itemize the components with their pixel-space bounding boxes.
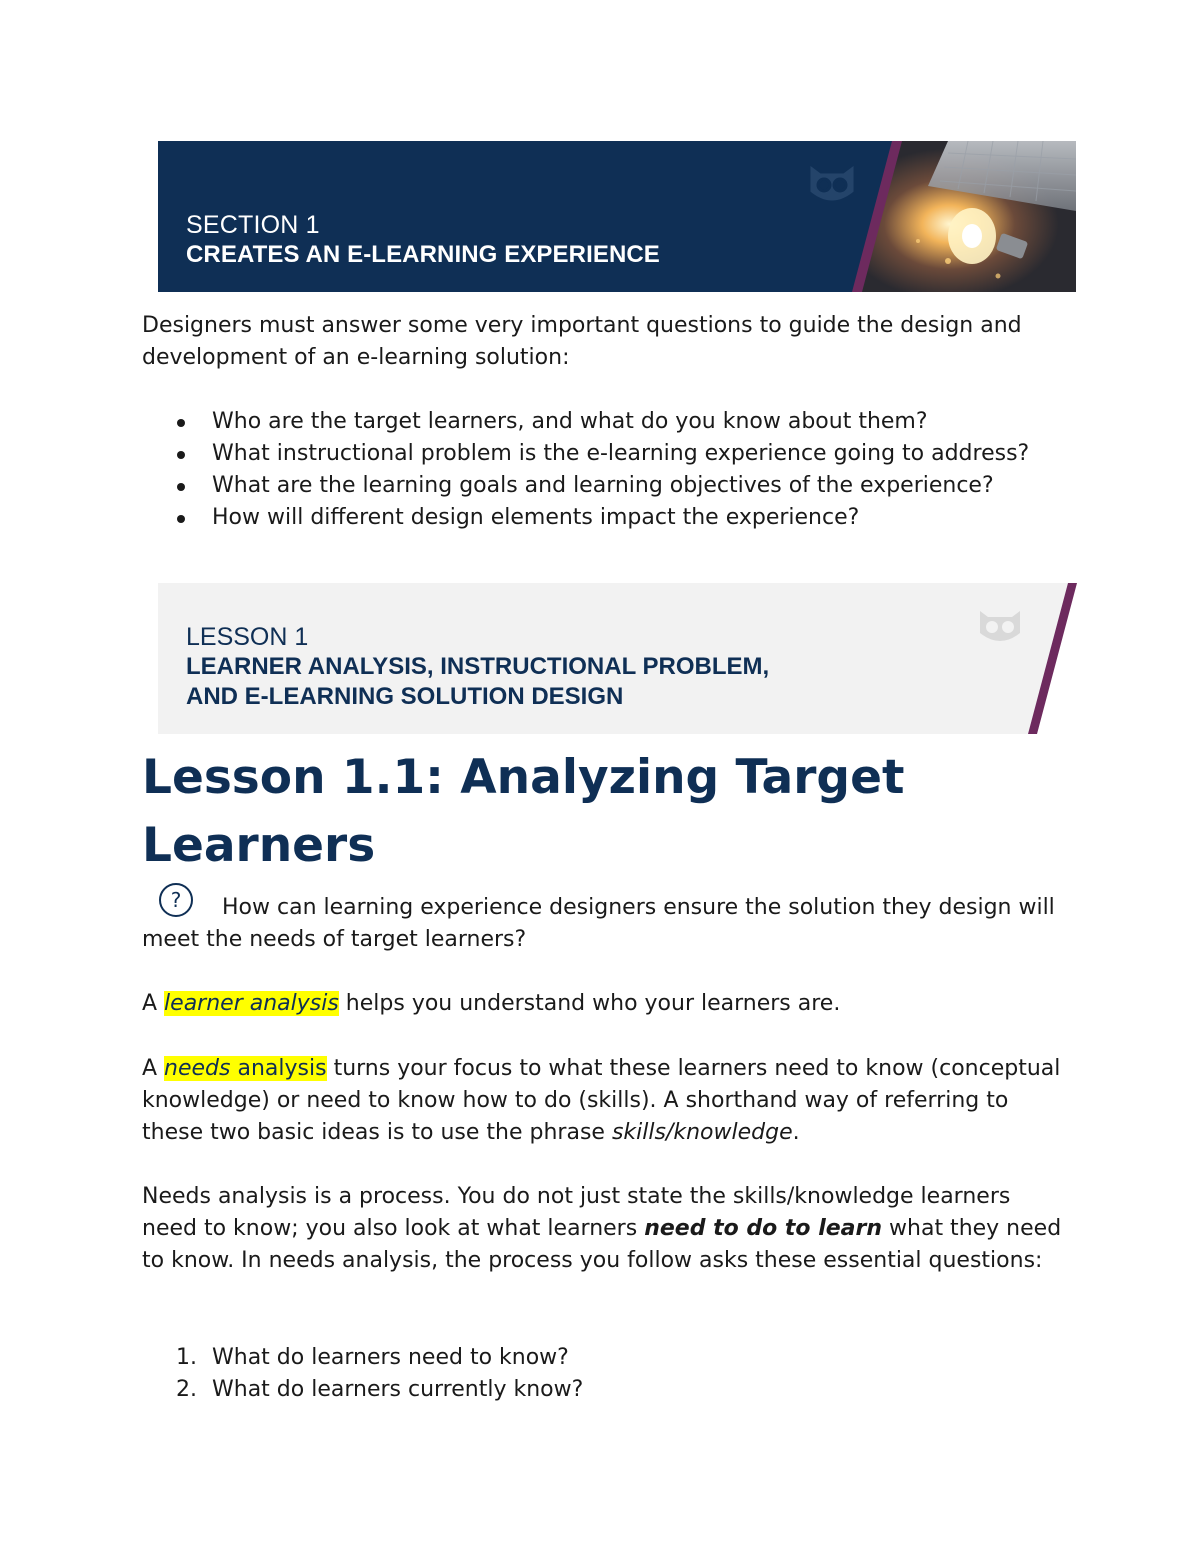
- needs-analysis-term-rest: analysis: [230, 1056, 327, 1081]
- list-item-text: What do learners currently know?: [212, 1377, 584, 1402]
- learner-analysis-prefix: A: [142, 991, 165, 1016]
- lesson-title-line-1: LEARNER ANALYSIS, INSTRUCTIONAL PROBLEM,: [186, 653, 770, 680]
- intro-bullet-list: [142, 406, 1072, 534]
- needs-analysis-term-italic: needs: [164, 1056, 231, 1081]
- lesson-kicker: LESSON 1: [186, 623, 309, 651]
- lesson-banner: [158, 583, 1078, 734]
- lesson-title-line-2: AND E-LEARNING SOLUTION DESIGN: [186, 683, 624, 710]
- skills-knowledge-phrase: skills/knowledge: [611, 1120, 793, 1145]
- process-after: what they need to know. In needs analysis, the process you follow asks these essential questions:: [142, 1216, 1062, 1273]
- learner-analysis-suffix: helps you understand who your learners are.: [338, 991, 841, 1016]
- list-item-text: What do learners need to know?: [212, 1345, 569, 1370]
- list-item: Who are the target learners, and what do you know about them?: [142, 406, 1072, 438]
- list-item: How will different design elements impact the experience?: [142, 502, 1072, 534]
- section-kicker: SECTION 1: [186, 211, 320, 239]
- process-paragraph: [142, 1181, 1072, 1277]
- lesson-heading: Lesson 1.1: Analyzing Target Learners: [142, 750, 905, 873]
- intro-paragraph: Designers must answer some very important questions to guide the design and development of an e-learning solution:: [142, 313, 1022, 370]
- svg-text:?: ?: [170, 888, 182, 912]
- section-banner: [158, 141, 1076, 292]
- essential-questions-list: [142, 1342, 1072, 1406]
- needs-analysis-end: .: [792, 1120, 800, 1145]
- process-emphasis: need to do to learn: [644, 1216, 883, 1241]
- needs-analysis-paragraph: [142, 1053, 1072, 1149]
- owl-logo-icon: [812, 169, 852, 199]
- learner-analysis-term: learner analysis: [164, 991, 339, 1016]
- list-item-number: 1.: [176, 1345, 197, 1370]
- guiding-question: How can learning experience designers ensure the solution they design will meet the needs of target learners?: [142, 895, 1055, 952]
- needs-analysis-body: turns your focus to what these learners need to know (conceptual knowledge) or need to know how to do (skills). A shorthand way of referring to these two basic ideas is to use the phrase: [142, 1056, 1061, 1145]
- list-item: [142, 1374, 1072, 1406]
- list-item: [142, 1342, 1072, 1374]
- learner-analysis-paragraph: [142, 988, 1072, 1020]
- list-item: What are the learning goals and learning objectives of the experience?: [142, 470, 1072, 502]
- needs-analysis-prefix: A: [142, 1056, 165, 1081]
- section-title: CREATES AN E-LEARNING EXPERIENCE: [186, 241, 660, 268]
- process-before: Needs analysis is a process. You do not just state the skills/knowledge learners need to know; you also look at what learners: [142, 1184, 1011, 1241]
- list-item: What instructional problem is the e-learning experience going to address?: [142, 438, 1072, 470]
- list-item-number: 2.: [176, 1377, 197, 1402]
